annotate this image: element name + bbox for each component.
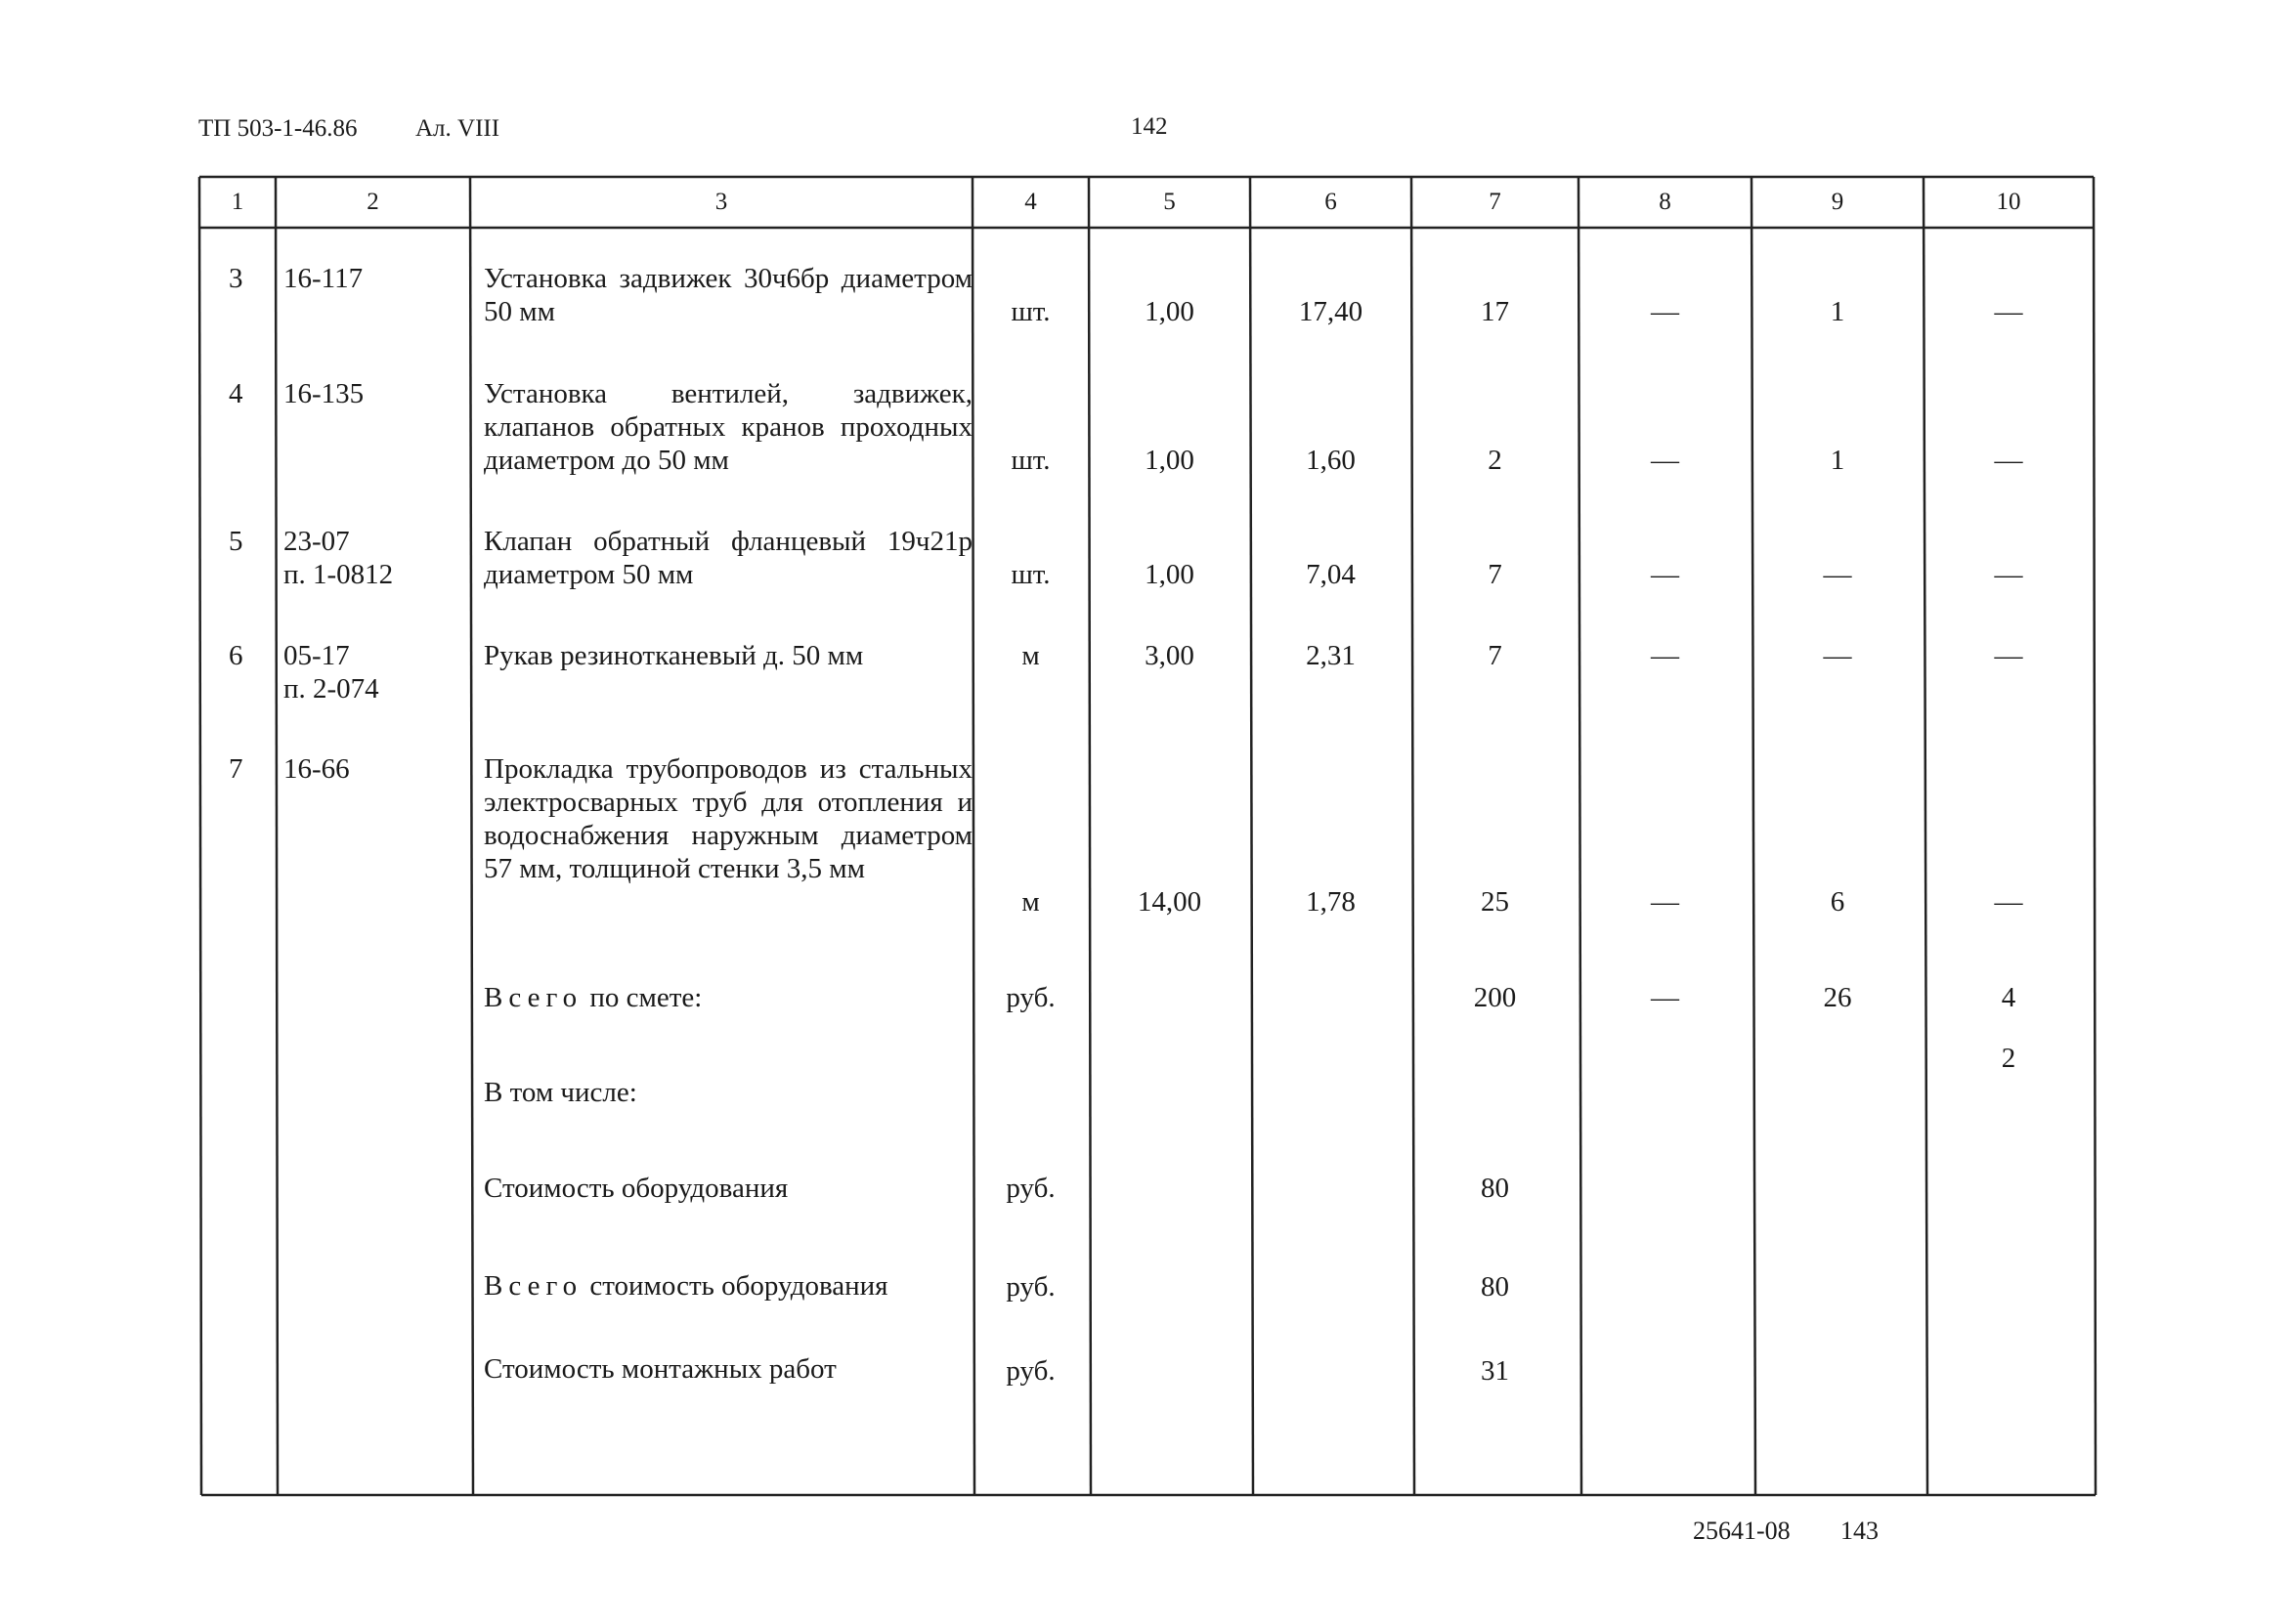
unit-price: 1,60 xyxy=(1306,445,1356,476)
total-equipment-value: 80 xyxy=(1481,1271,1509,1303)
total-equipment-unit: руб. xyxy=(1006,1271,1056,1303)
norm-code-item: п. 1-0812 xyxy=(283,559,394,590)
norm-code: 05-17 xyxy=(283,640,350,671)
total-c10-b: 2 xyxy=(2001,1043,2016,1074)
col-8-value: — xyxy=(1651,296,1679,327)
total-cost: 17 xyxy=(1481,296,1509,327)
col-header-3: 3 xyxy=(714,189,728,215)
work-description: Установка задвижек 30ч6бр диаметром 50 мм xyxy=(484,263,973,327)
norm-code: 23-07 xyxy=(283,526,350,557)
total-c9: 26 xyxy=(1823,982,1852,1013)
unit-price: 17,40 xyxy=(1298,296,1363,327)
row-number: 4 xyxy=(229,378,243,409)
total-equipment-label xyxy=(484,1269,888,1303)
col-9-value: 6 xyxy=(1830,886,1845,918)
total-equipment-label-rest: стоимость оборудования xyxy=(589,1270,888,1302)
row-number: 3 xyxy=(229,263,243,294)
norm-code: 16-135 xyxy=(283,378,365,409)
col-8-value: — xyxy=(1651,886,1679,918)
equipment-cost-label: Стоимость оборудования xyxy=(484,1173,789,1204)
total-label-spaced: Всего xyxy=(484,982,584,1013)
total-unit: руб. xyxy=(1006,982,1056,1013)
installation-cost-label: Стоимость монтажных работ xyxy=(484,1353,837,1385)
col-header-1: 1 xyxy=(231,189,244,215)
total-equipment-label-spaced: Всего xyxy=(484,1270,584,1302)
album-number: Ал. VIII xyxy=(415,115,500,142)
footer-document-code: 25641-08 xyxy=(1693,1517,1791,1545)
equipment-cost-unit: руб. xyxy=(1006,1173,1056,1204)
col-header-8: 8 xyxy=(1659,189,1671,215)
col-header-7: 7 xyxy=(1489,189,1501,215)
col-8-value: — xyxy=(1651,559,1679,590)
total-cost: 7 xyxy=(1488,559,1502,590)
col-9-value: — xyxy=(1823,640,1852,671)
total-label-rest: по смете: xyxy=(589,982,703,1013)
col-header-10: 10 xyxy=(1996,189,2021,215)
norm-code: 16-66 xyxy=(283,753,350,785)
work-description: Рукав резинотканевый д. 50 мм xyxy=(484,640,864,671)
quantity: 1,00 xyxy=(1145,559,1194,590)
col-9-value: 1 xyxy=(1830,445,1845,476)
total-c10-a: 4 xyxy=(2001,982,2016,1013)
col-header-4: 4 xyxy=(1024,189,1037,215)
norm-code-item: п. 2-074 xyxy=(283,673,379,705)
unit: шт. xyxy=(1011,445,1051,476)
norm-code: 16-117 xyxy=(283,263,364,294)
col-10-value: — xyxy=(1994,886,2023,918)
footer-page-number: 143 xyxy=(1840,1517,1879,1545)
quantity: 1,00 xyxy=(1145,296,1194,327)
total-c7: 200 xyxy=(1473,982,1517,1013)
unit: шт. xyxy=(1011,559,1051,590)
unit-price: 1,78 xyxy=(1306,886,1356,918)
col-9-value: — xyxy=(1823,559,1852,590)
col-header-6: 6 xyxy=(1324,189,1337,215)
col-10-value: — xyxy=(1994,640,2023,671)
col-header-9: 9 xyxy=(1831,189,1844,215)
unit-price: 7,04 xyxy=(1306,559,1356,590)
installation-cost-unit: руб. xyxy=(1006,1355,1056,1387)
work-description: Установка вентилей, задвижек, клапанов обратных кранов проходных диаметром до 50 мм xyxy=(484,378,973,476)
row-number: 6 xyxy=(229,640,243,671)
col-10-value: — xyxy=(1994,445,2023,476)
row-number: 5 xyxy=(229,526,243,557)
quantity: 14,00 xyxy=(1137,886,1202,918)
col-header-5: 5 xyxy=(1163,189,1176,215)
col-10-value: — xyxy=(1994,296,2023,327)
col-9-value: 1 xyxy=(1830,296,1845,327)
total-cost: 2 xyxy=(1488,445,1502,476)
work-description: Прокладка трубопроводов из стальных электросварных труб для отопления и водоснабжения наружным диаметром 57 мм, толщиной стенки 3,5 мм xyxy=(484,753,973,884)
col-8-value: — xyxy=(1651,445,1679,476)
quantity: 3,00 xyxy=(1145,640,1194,671)
quantity: 1,00 xyxy=(1145,445,1194,476)
work-description: Клапан обратный фланцевый 19ч21р диаметром 50 мм xyxy=(484,526,973,590)
unit: шт. xyxy=(1011,296,1051,327)
row-number: 7 xyxy=(229,753,243,785)
total-label xyxy=(484,981,702,1014)
total-cost: 25 xyxy=(1481,886,1509,918)
unit-price: 2,31 xyxy=(1306,640,1356,671)
col-header-2: 2 xyxy=(367,189,379,215)
total-c8: — xyxy=(1651,982,1679,1013)
document-code: ТП 503-1-46.86 xyxy=(198,115,358,142)
page-number: 142 xyxy=(1131,113,1168,140)
total-cost: 7 xyxy=(1488,640,1502,671)
including-label: В том числе: xyxy=(484,1077,637,1108)
col-10-value: — xyxy=(1994,559,2023,590)
col-8-value: — xyxy=(1651,640,1679,671)
unit: м xyxy=(1021,886,1040,918)
unit: м xyxy=(1021,640,1040,671)
installation-cost-value: 31 xyxy=(1481,1355,1509,1387)
equipment-cost-value: 80 xyxy=(1481,1173,1509,1204)
